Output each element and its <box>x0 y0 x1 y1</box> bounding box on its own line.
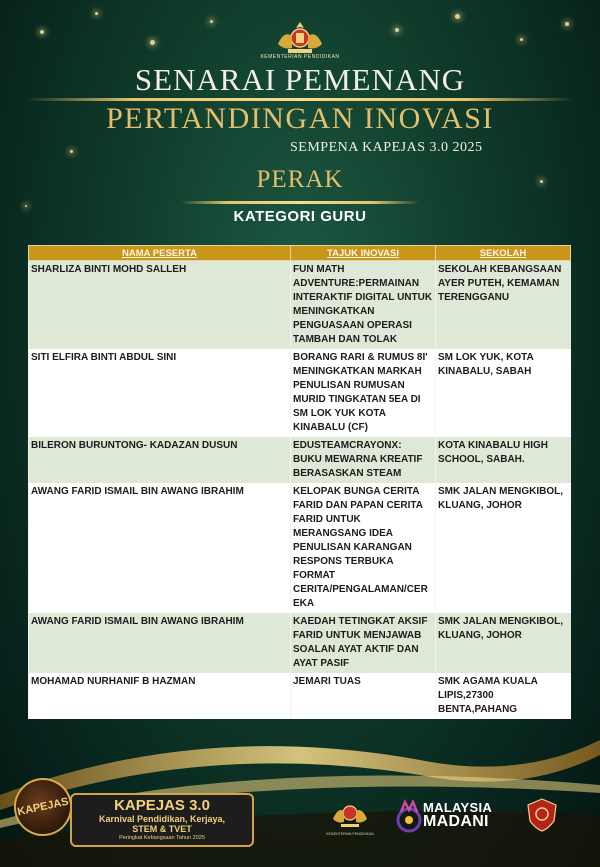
cell-nama: SITI ELFIRA BINTI ABDUL SINI <box>29 349 291 437</box>
cell-sekolah: SM LOK YUK, KOTA KINABALU, SABAH <box>436 349 571 437</box>
table-row <box>29 483 571 613</box>
cell-sekolah: SMK JALAN MENGKIBOL, KLUANG, JOHOR <box>436 483 571 613</box>
page-subtitle: PERTANDINGAN INOVASI <box>106 102 494 135</box>
page-title: SENARAI PEMENANG <box>134 62 466 97</box>
cell-nama: BILERON BURUNTONG- KADAZAN DUSUN <box>29 437 291 483</box>
sparkle <box>40 30 44 34</box>
kapejas-subtitle-1: Karnival Pendidikan, Kerjaya, <box>98 814 226 824</box>
category-heading: KATEGORI GURU <box>233 208 367 225</box>
cell-tajuk: EDUSTEAMCRAYONX: BUKU MEWARNA KREATIF BERASASKAN STEAM <box>291 437 436 483</box>
sparkle <box>210 20 213 23</box>
table-header-row <box>29 246 571 261</box>
kapejas-badge-logo: KAPEJAS <box>9 773 78 842</box>
ministry-crest-icon <box>330 797 370 831</box>
kapejas-title: KAPEJAS 3.0 <box>114 797 210 814</box>
cell-tajuk: BORANG RARI & RUMUS 8I' MENINGKATKAN MARKAH PENULISAN RUMUSAN MURID TINGKATAN 5EA DI SM LOK YUK KOTA KINABALU (CF) <box>291 349 436 437</box>
sparkle <box>25 205 27 207</box>
table-row <box>29 437 571 483</box>
cell-tajuk: JEMARI TUAS <box>291 673 436 719</box>
madani-wordmark <box>423 801 492 829</box>
kapejas-note: Peringkat Kebangsaan Tahun 2025 <box>119 835 205 841</box>
cell-sekolah: SMK AGAMA KUALA LIPIS,27300 BENTA,PAHANG <box>436 673 571 719</box>
sparkle <box>455 14 460 19</box>
cell-tajuk: KELOPAK BUNGA CERITA FARID DAN PAPAN CERITA FARID UNTUK MERANGSANG IDEA PENULISAN KARANGAN RESPONS TERBUKA FORMAT CERITA/PENGALAMAN/CER EKA <box>291 483 436 613</box>
title-divider-top <box>25 98 575 101</box>
state-heading: PERAK <box>256 166 344 193</box>
cell-sekolah: KOTA KINABALU HIGH SCHOOL, SABAH. <box>436 437 571 483</box>
crest-caption: KEMENTERIAN PENDIDIKAN <box>326 832 374 836</box>
cell-sekolah: SMK JALAN MENGKIBOL, KLUANG, JOHOR <box>436 613 571 673</box>
winners-table <box>28 245 571 719</box>
cell-nama: MOHAMAD NURHANIF B HAZMAN <box>29 673 291 719</box>
madani-line-1: MALAYSIA <box>423 800 493 815</box>
cell-tajuk: KAEDAH TETINGKAT AKSIF FARID UNTUK MENJAWAB SOALAN AYAT AKTIF DAN AYAT PASIF <box>291 613 436 673</box>
shield-logo-icon <box>524 797 560 833</box>
column-header-nama: NAMA PESERTA <box>29 246 291 261</box>
sparkle <box>565 22 569 26</box>
cell-sekolah: SEKOLAH KEBANGSAAN AYER PUTEH, KEMAMAN TERENGGANU <box>436 261 571 350</box>
madani-logo-icon <box>395 798 423 834</box>
ministry-caption: KEMENTERIAN PENDIDIKAN <box>260 54 340 60</box>
ministry-crest-icon <box>270 18 330 56</box>
table-row <box>29 613 571 673</box>
sparkle <box>150 40 155 45</box>
table-row <box>29 261 571 350</box>
sparkle <box>520 38 523 41</box>
sparkle <box>95 12 98 15</box>
state-divider <box>180 201 420 204</box>
cell-nama: AWANG FARID ISMAIL BIN AWANG IBRAHIM <box>29 483 291 613</box>
sparkle <box>395 28 399 32</box>
table-row <box>29 349 571 437</box>
sparkle <box>70 150 73 153</box>
cell-tajuk: FUN MATH ADVENTURE:PERMAINAN INTERAKTIF DIGITAL UNTUK MENINGKATKAN PENGUASAAN OPERASI TAMBAH DAN TOLAK <box>291 261 436 350</box>
cell-nama: SHARLIZA BINTI MOHD SALLEH <box>29 261 291 350</box>
kapejas-banner <box>70 793 254 847</box>
kapejas-subtitle-2: STEM & TVET <box>132 824 192 834</box>
madani-line-2: MADANI <box>423 813 489 830</box>
column-header-tajuk: TAJUK INOVASI <box>291 246 436 261</box>
cell-nama: AWANG FARID ISMAIL BIN AWANG IBRAHIM <box>29 613 291 673</box>
column-header-sekolah: SEKOLAH <box>436 246 571 261</box>
event-title: SEMPENA KAPEJAS 3.0 2025 <box>290 140 483 155</box>
